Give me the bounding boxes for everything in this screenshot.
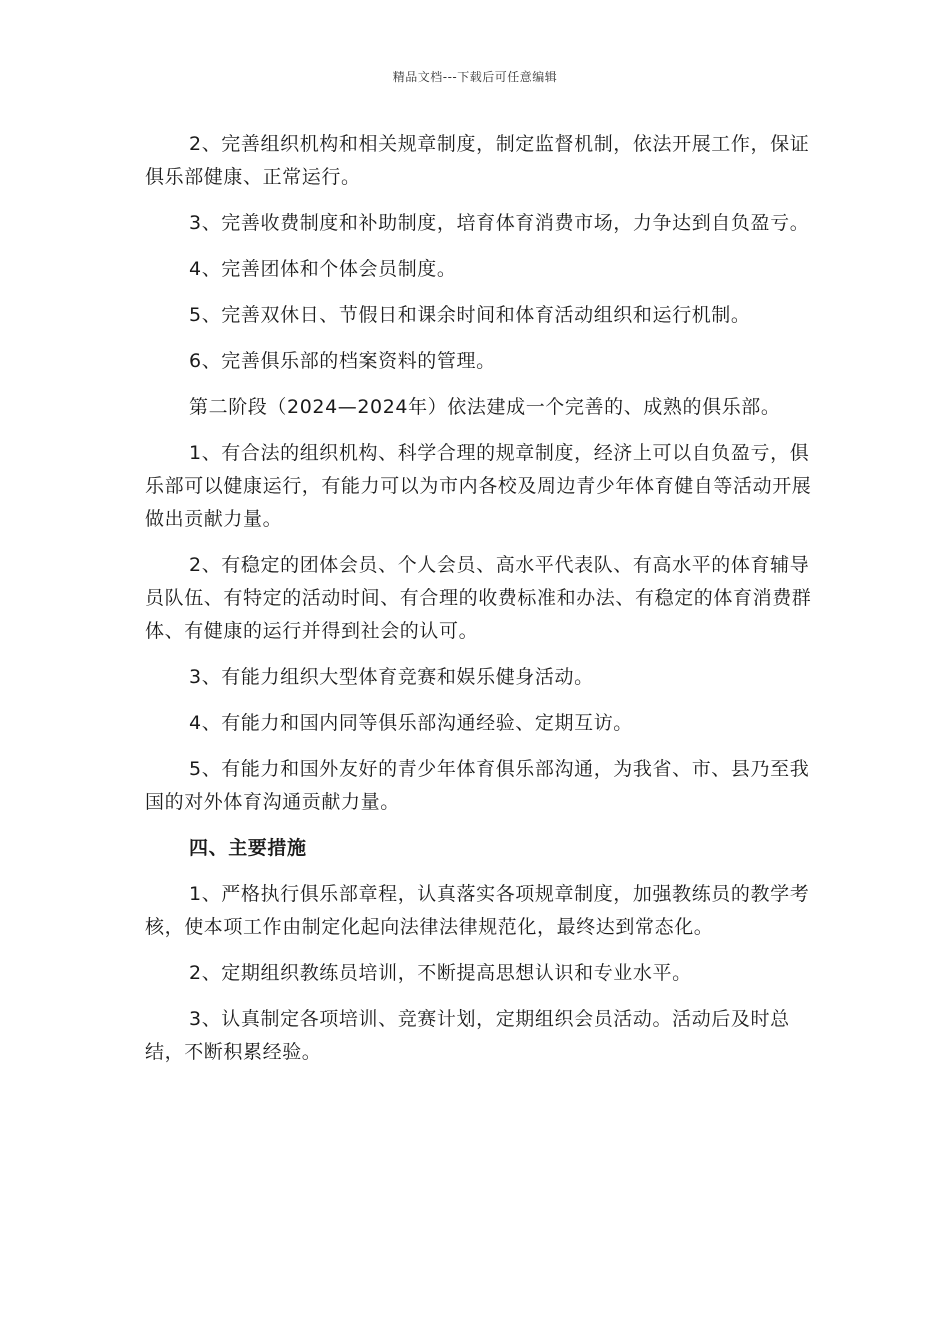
paragraph-stage2-item1: 1、有合法的组织机构、科学合理的规章制度，经济上可以自负盈亏，俱乐部可以健康运行，有能力可以为市内各校及周边青少年体育健自等活动开展做出贡献力量。: [145, 442, 812, 530]
paragraph-measure-1: 1、严格执行俱乐部章程，认真落实各项规章制度，加强教练员的教学考核，使本项工作由制定化起向法律法律规范化，最终达到常态化。: [145, 883, 810, 938]
paragraph-measure-2: 2、定期组织教练员培训，不断提高思想认识和专业水平。: [189, 962, 692, 984]
paragraph-stage2-intro: 第二阶段（2024—2024年）依法建成一个完善的、成熟的俱乐部。: [189, 396, 781, 418]
paragraph-stage1-item4: 4、完善团体和个体会员制度。: [189, 258, 457, 280]
document-body: [145, 128, 813, 1082]
paragraph-stage2-item4: 4、有能力和国内同等俱乐部沟通经验、定期互访。: [189, 712, 633, 734]
paragraph-stage1-item2: 2、完善组织机构和相关规章制度，制定监督机制，依法开展工作，保证俱乐部健康、正常运行。: [145, 133, 810, 188]
paragraph-stage1-item3: 3、完善收费制度和补助制度，培育体育消费市场，力争达到自负盈亏。: [189, 212, 810, 234]
page-header: 精品文档---下载后可任意编辑: [392, 70, 558, 84]
paragraph-measure-3: 3、认真制定各项培训、竞赛计划，定期组织会员活动。活动后及时总结，不断积累经验。: [145, 1008, 790, 1063]
paragraph-stage2-item5: 5、有能力和国外友好的青少年体育俱乐部沟通，为我省、市、县乃至我国的对外体育沟通贡献力量。: [145, 758, 810, 813]
section-heading-measures: 四、主要措施: [189, 837, 307, 859]
paragraph-stage2-item3: 3、有能力组织大型体育竞赛和娱乐健身活动。: [189, 666, 594, 688]
paragraph-stage1-item6: 6、完善俱乐部的档案资料的管理。: [189, 350, 496, 372]
paragraph-stage2-item2: 2、有稳定的团体会员、个人会员、高水平代表队、有高水平的体育辅导员队伍、有特定的活动时间、有合理的收费标准和办法、有稳定的体育消费群体、有健康的运行并得到社会的认可。: [145, 554, 812, 642]
paragraph-stage1-item5: 5、完善双休日、节假日和课余时间和体育活动组织和运行机制。: [189, 304, 751, 326]
